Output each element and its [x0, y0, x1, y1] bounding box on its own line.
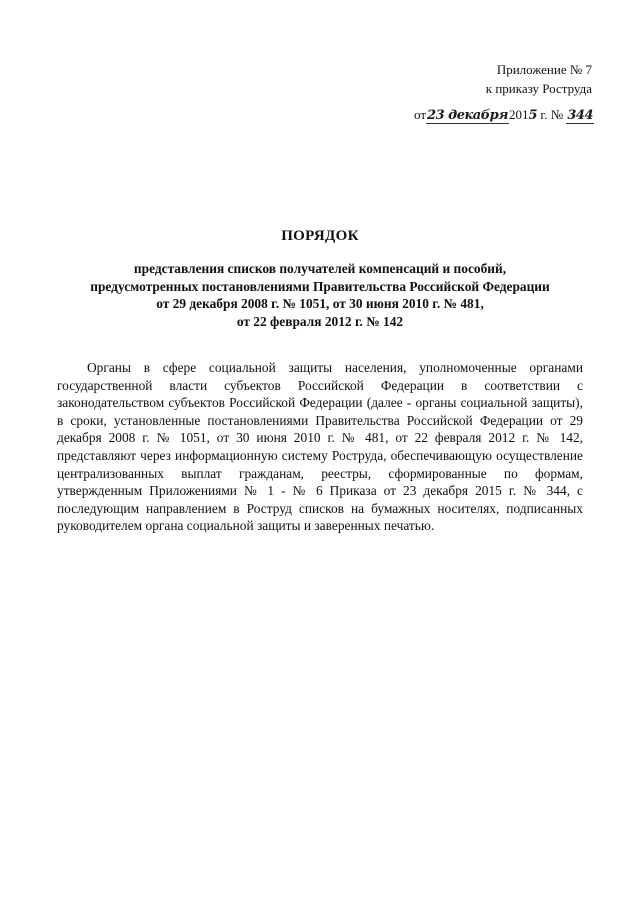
order-date-number [414, 106, 594, 125]
appendix-number: Приложение № 7 [496, 62, 592, 77]
appendix-header [372, 60, 592, 98]
order-prefix: от [414, 107, 427, 122]
order-year-prefix: 201 [509, 107, 529, 122]
subtitle-line: от 29 декабря 2008 г. № 1051, от 30 июня 2010 г. № 481, [156, 296, 484, 311]
handwritten-date: 23 декабря [427, 108, 509, 123]
appendix-order-reference: к приказу Роструда [485, 81, 592, 96]
handwritten-order-number: 344 [567, 108, 593, 123]
subtitle-line: предусмотренных постановлениями Правительства Российской Федерации [90, 278, 550, 294]
body-paragraph: Органы в сфере социальной защиты населения, уполномоченные органами государственной власти субъектов Российской Федерации в соответствии с законодательством субъектов Российской Федерации (далее - органы социальной защиты), в сроки, установленные постановлениями Правительства Российской Федерации от 29 декабря 2008 г. № 1051, от 30 июня 2010 г. № 481, от 22 февраля 2012 г. № 142, представляют через информационную систему Роструда, обеспечивающую осуществление централизованных выплат гражданам, реестры, сформированные по формам, утвержденным Приложениями № 1 - № 6 Приказа от 23 декабря 2015 г. № 344, с последующим направлением в Роструд списков на бумажных носителях, подписанных руководителем органа социальной защиты и заверенных печатью. [57, 360, 583, 534]
subtitle-line: представления списков получателей компенсаций и пособий, [133, 261, 507, 276]
handwritten-year-digit: 5 [528, 108, 538, 123]
document-title: ПОРЯДОК [281, 228, 359, 244]
subtitle-line: от 22 февраля 2012 г. № 142 [236, 313, 404, 329]
order-number-sign: № [550, 107, 564, 122]
order-year-suffix: г. [540, 107, 548, 122]
document-subtitle [60, 260, 580, 330]
